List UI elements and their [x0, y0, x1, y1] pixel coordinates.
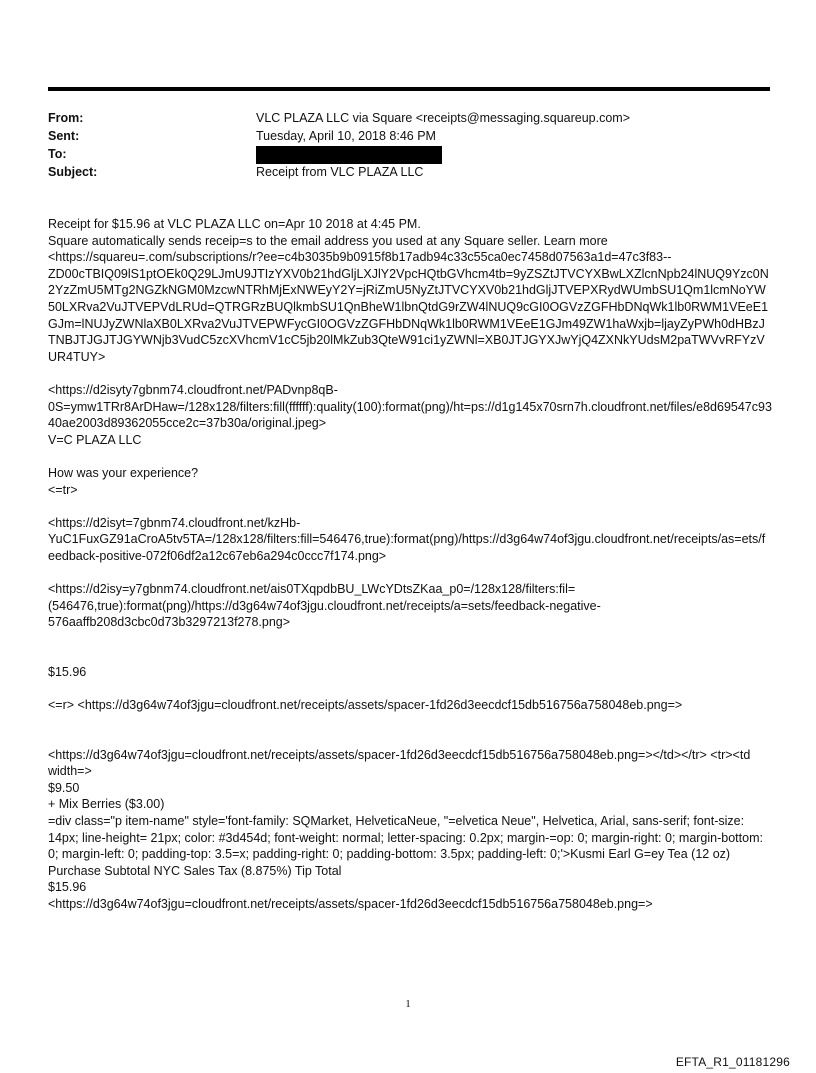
total-amount: $15.96: [48, 664, 87, 679]
feedback-positive-link[interactable]: <https://d2isyt=7gbnm74.cloudfront.net/kzHb-YuC1FuxGZ91aCroA5tv5TA=/128x128/filters:fill=546476,true):format(png)/https://d3g64w74of3jgu.cloudfront.net/receipts/as=ets/feedback-positive-072f06df2a12c67eb6a294c0ccc7f174.png>: [48, 515, 766, 563]
to-label: To:: [48, 147, 67, 161]
document-id: EFTA_R1_01181296: [675, 1055, 790, 1069]
merchant-name: V=C PLAZA LLC: [48, 432, 142, 447]
from-value: VLC PLAZA LLC via Square <receipts@messaging.squareup.com>: [256, 111, 630, 125]
subject-row: [48, 164, 770, 182]
tr-fragment: <=tr>: [48, 482, 78, 497]
redaction-box: [256, 146, 442, 164]
from-label: From:: [48, 111, 84, 125]
subject-label: Subject:: [48, 165, 98, 179]
subject-value: Receipt from VLC PLAZA LLC: [256, 165, 424, 179]
experience-question: How was your experience?: [48, 465, 199, 480]
page-number: 1: [405, 998, 411, 1010]
email-header: [48, 110, 770, 182]
sent-label: Sent:: [48, 129, 80, 143]
to-row: [48, 146, 770, 164]
square-notice: Square automatically sends receip=s to the email address you used at any Square seller. Learn more: [48, 233, 608, 248]
subscription-link[interactable]: <https://squareu=.com/subscriptions/r?ee=c4b3035b9b0915f8b17adb94c33c55ca0ec7458d07563a1d=47c3f83--ZD00cTBIQ09lS1ptOEk0Q29LJmU9JTIzYXV0b21hdGljLXJlY2VpcHQtbGVhcm4tb=9yZSZtJTVCYXBwLXZlcnNpb24lNUQ9Yzc0N2YzZmU5MTg2NGZkNGM0MzcwNTRhMjExNWEyY2Y=jRiZmU5NyZtJTVCYXV0b21hdGljJTVEPXRydWUmbSU1Qm1lcmNoYW50LXRva2VuJTVEPVdLRUd=QTRGRzBUQlkmbSU1QnBheW1lbnQtdG9rZW4lNUQ9cGI0OGVzZGFHbDNqWk1lb0RWM1VEeE1GJm=lNUJyZWNlaXB0LXRva2VuJTVEPWFycGI0OGVzZGFHbDNqWk1lb0RWM1VEeE1GJm49ZW1haWxjb=ljayZyPWh0dHBzJTNBJTJGJTJGYWNjb3VudC5zcXVhcmV1cC5jb20lMkZub3QteW91ci1yZWNl=XB0JTJGYXJwYjQ4ZXNkYUdsM2paTWVvRFYzVUR4TUY>: [48, 250, 769, 364]
item-price: $9.50: [48, 780, 80, 795]
from-row: [48, 110, 770, 128]
sent-value: Tuesday, April 10, 2018 8:46 PM: [256, 129, 436, 143]
grand-total: $15.96: [48, 880, 87, 895]
spacer-link-1[interactable]: <=r> <https://d3g64w74of3jgu=cloudfront.net/receipts/assets/spacer-1fd26d3eecdcf15db516756a758048eb.png=>: [48, 698, 683, 713]
item-modifier: + Mix Berries ($3.00): [48, 797, 165, 812]
receipt-summary: Receipt for $15.96 at VLC PLAZA LLC on=Apr 10 2018 at 4:45 PM.: [48, 217, 421, 231]
logo-image-link[interactable]: <https://d2isyty7gbnm74.cloudfront.net/PADvnp8qB-0S=ymw1TRr8ArDHaw=/128x128/filters:fill(ffffff):quality(100):format(png)/ht=ps://d1g145x70srn7h.cloudfront.net/files/e8d69547c9340ae2003d89362055cce2c=37b30a/original.jpeg>: [48, 382, 772, 431]
feedback-negative-link[interactable]: <https://d2isy=y7gbnm74.cloudfront.net/ais0TXqpdbBU_LWcYDtsZKaa_p0=/128x128/filters:fil=(546476,true):format(png)/https://d3g64w74of3jgu.cloudfront.net/receipts/a=sets/feedback-negative-576aaffb208d3cbc0d73b3297213f278.png>: [48, 582, 601, 630]
spacer-link-2[interactable]: <https://d3g64w74of3jgu=cloudfront.net/receipts/assets/spacer-1fd26d3eecdcf15db516756a758048eb.png=></td></tr> <tr><td width=>: [48, 747, 751, 779]
sent-row: [48, 128, 770, 146]
item-html-fragment: =div class="p item-name" style='font-family: SQMarket, HelveticaNeue, "=elvetica Neue", Helvetica, Arial, sans-serif; font-size: 14px; line-height= 21px; color: #3d454d; font-weight: normal; letter-spacing: 0.2px; margin-=op: 0; margin-right: 0; margin-bottom: 0; margin-left: 0; padding-top: 3.5=x; padding-right: 0; padding-bottom: 3.5px; padding-left: 0;'>Kusmi Earl G=ey Tea (12 oz) Purchase Subtotal NYC Sales Tax (8.875%) Tip Total: [48, 814, 763, 878]
spacer-link-3[interactable]: <https://d3g64w74of3jgu=cloudfront.net/receipts/assets/spacer-1fd26d3eecdcf15db516756a758048eb.png=>: [48, 896, 653, 911]
header-rule: [48, 87, 770, 91]
to-value: [256, 146, 770, 164]
email-body: [48, 216, 772, 913]
